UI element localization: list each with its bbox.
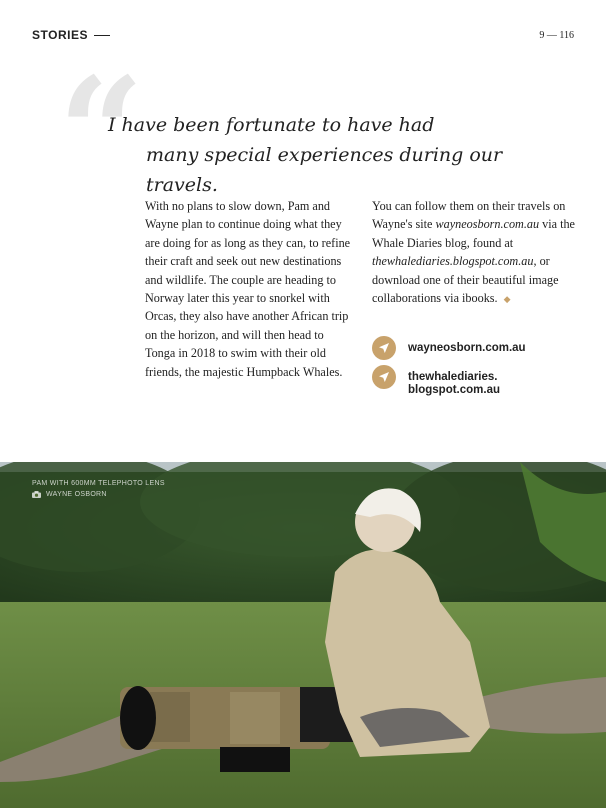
right-text-a: You can follow them on their travels on Wayne's site xyxy=(372,199,566,232)
pull-quote-line-1: I have been fortunate to have had xyxy=(108,114,435,136)
link-label[interactable]: wayneosborn.com.au xyxy=(408,342,526,354)
arrow-icon xyxy=(372,336,396,360)
link-wayneosborn[interactable] xyxy=(372,336,526,360)
body-left-column: With no plans to slow down, Pam and Wayne plan to continue doing what they are doing for as long as they can, to refine their craft and seek out new destinations and wildlife. The couple are heading to Norway later this year to snorkel with Orcas, they also have another African trip on the horizon, and will then head to Tonga in 2018 to swim with their old friends, the majestic Humpback Whales. xyxy=(145,199,351,379)
site-name-inline: wayneosborn.com.au xyxy=(435,217,540,232)
end-mark-icon: ◆ xyxy=(503,294,511,305)
photo-credit xyxy=(32,489,165,500)
page-number: 9 — 116 xyxy=(539,30,574,41)
camera-icon xyxy=(32,491,41,498)
pull-quote xyxy=(108,110,578,200)
right-text-b: via the Whale Diaries blog, found at xyxy=(372,217,575,250)
section-header xyxy=(32,28,110,42)
feature-photo xyxy=(0,462,606,808)
pull-quote-line-2: many special experiences during our travels. xyxy=(146,144,503,196)
header-rule xyxy=(94,35,110,36)
quote-mark-icon: “ xyxy=(58,45,145,221)
credit-text: WAYNE OSBORN xyxy=(46,491,107,498)
caption-text: PAM WITH 600MM TELEPHOTO LENS xyxy=(32,480,165,487)
right-text-c: , or download one of their beautiful image collaborations via ibooks. xyxy=(372,254,559,306)
blog-name-inline: thewhalediaries.blogspot.com.au xyxy=(372,254,534,269)
link-whalediaries[interactable] xyxy=(372,365,500,397)
link-label[interactable] xyxy=(408,371,500,397)
body-right-column xyxy=(372,197,582,308)
link-label-line-2: blogspot.com.au xyxy=(408,384,500,396)
arrow-icon xyxy=(372,365,396,389)
link-label-line-1: thewhalediaries. xyxy=(408,371,498,383)
photo-caption xyxy=(32,478,165,500)
section-title: STORIES xyxy=(32,28,88,42)
